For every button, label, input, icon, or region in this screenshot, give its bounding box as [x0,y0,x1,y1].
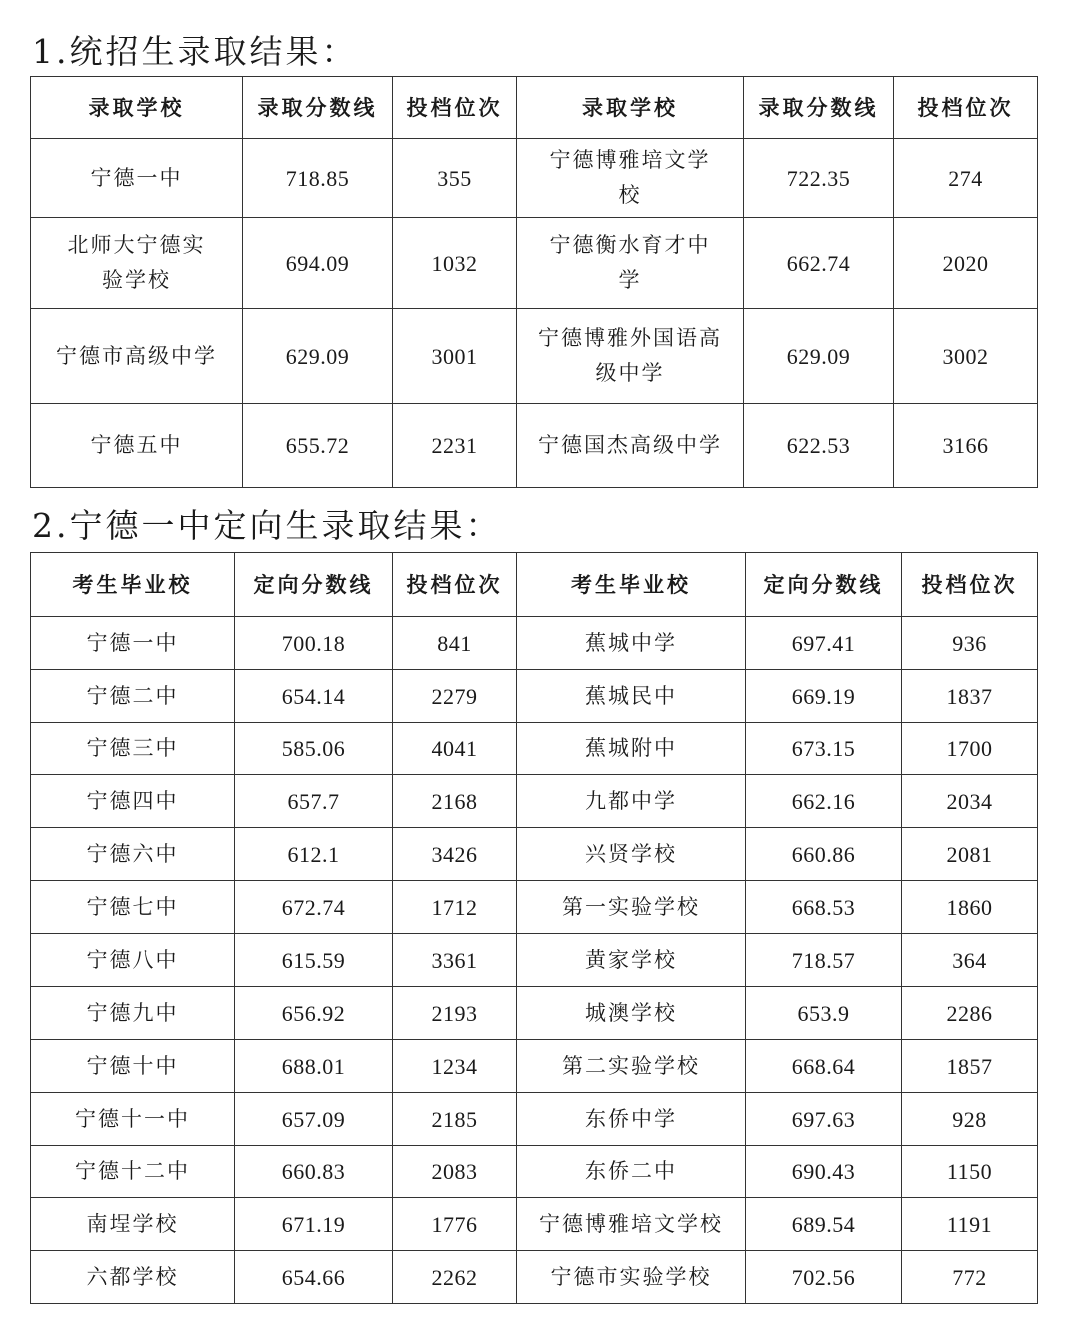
school-name-cell: 宁德一中 [31,139,243,218]
school-name-cell: 兴贤学校 [517,828,746,881]
school-name-cell: 六都学校 [31,1251,235,1304]
school-name-cell: 宁德七中 [31,881,235,934]
rank-cell: 2020 [894,218,1038,309]
school-name-cell: 九都中学 [517,775,746,828]
score-cell: 694.09 [243,218,393,309]
score-cell: 673.15 [746,723,902,775]
score-cell: 718.57 [746,934,902,987]
school-name-cell: 黄家学校 [517,934,746,987]
school-name-cell: 蕉城附中 [517,723,746,775]
rank-cell: 1032 [393,218,517,309]
school-name-cell: 北师大宁德实验学校 [31,218,243,309]
table-row [31,934,1038,987]
score-cell: 690.43 [746,1146,902,1198]
header-directed-score: 定向分数线 [746,553,902,617]
rank-cell: 2279 [393,670,517,723]
table-row [31,1198,1038,1251]
table-row [31,775,1038,828]
school-name-cell: 宁德三中 [31,723,235,775]
table-row [31,881,1038,934]
section-title-directed-admission: 2.宁德一中定向生录取结果： [32,506,502,545]
school-name-cell: 宁德十中 [31,1040,235,1093]
rank-cell: 3166 [894,404,1038,488]
school-name-cell: 宁德四中 [31,775,235,828]
score-cell: 660.86 [746,828,902,881]
rank-cell: 2286 [902,987,1038,1040]
table-row [31,1093,1038,1146]
score-cell: 629.09 [744,309,894,404]
score-cell: 629.09 [243,309,393,404]
score-cell: 662.16 [746,775,902,828]
school-name-cell: 宁德博雅培文学校 [517,139,744,218]
rank-cell: 1700 [902,723,1038,775]
rank-cell: 2262 [393,1251,517,1304]
header-rank: 投档位次 [902,553,1038,617]
school-name-cell: 宁德五中 [31,404,243,488]
score-cell: 656.92 [235,987,393,1040]
score-cell: 672.74 [235,881,393,934]
score-cell: 657.7 [235,775,393,828]
header-graduate-school: 考生毕业校 [517,553,746,617]
school-name-cell: 蕉城中学 [517,617,746,670]
rank-cell: 1860 [902,881,1038,934]
rank-cell: 928 [902,1093,1038,1146]
header-graduate-school: 考生毕业校 [31,553,235,617]
rank-cell: 2231 [393,404,517,488]
school-name-cell: 东侨中学 [517,1093,746,1146]
school-name-cell: 南埕学校 [31,1198,235,1251]
rank-cell: 3426 [393,828,517,881]
rank-cell: 2081 [902,828,1038,881]
rank-cell: 2034 [902,775,1038,828]
rank-cell: 4041 [393,723,517,775]
school-name-cell: 宁德十一中 [31,1093,235,1146]
rank-cell: 355 [393,139,517,218]
rank-cell: 274 [894,139,1038,218]
score-cell: 697.41 [746,617,902,670]
school-name-cell: 宁德一中 [31,617,235,670]
rank-cell: 2193 [393,987,517,1040]
score-cell: 702.56 [746,1251,902,1304]
table-header-row [31,77,1038,139]
school-name-cell: 宁德衡水育才中学 [517,218,744,309]
score-cell: 668.64 [746,1040,902,1093]
rank-cell: 1712 [393,881,517,934]
rank-cell: 1776 [393,1198,517,1251]
score-cell: 655.72 [243,404,393,488]
rank-cell: 1837 [902,670,1038,723]
school-name-cell: 宁德市实验学校 [517,1251,746,1304]
header-score: 录取分数线 [243,77,393,139]
header-rank: 投档位次 [894,77,1038,139]
table-row [31,309,1038,404]
school-name-cell: 宁德八中 [31,934,235,987]
score-cell: 718.85 [243,139,393,218]
rank-cell: 2083 [393,1146,517,1198]
score-cell: 671.19 [235,1198,393,1251]
score-cell: 654.14 [235,670,393,723]
header-school: 录取学校 [517,77,744,139]
rank-cell: 2168 [393,775,517,828]
rank-cell: 841 [393,617,517,670]
header-score: 录取分数线 [744,77,894,139]
directed-admission-table [30,552,1038,1304]
score-cell: 612.1 [235,828,393,881]
school-name-cell: 蕉城民中 [517,670,746,723]
score-cell: 722.35 [744,139,894,218]
table-row [31,1040,1038,1093]
score-cell: 622.53 [744,404,894,488]
rank-cell: 936 [902,617,1038,670]
score-cell: 700.18 [235,617,393,670]
table-row [31,670,1038,723]
score-cell: 662.74 [744,218,894,309]
header-directed-score: 定向分数线 [235,553,393,617]
score-cell: 653.9 [746,987,902,1040]
rank-cell: 3001 [393,309,517,404]
table-header-row [31,553,1038,617]
rank-cell: 3002 [894,309,1038,404]
school-name-cell: 第一实验学校 [517,881,746,934]
header-rank: 投档位次 [393,553,517,617]
score-cell: 668.53 [746,881,902,934]
school-name-cell: 宁德国杰高级中学 [517,404,744,488]
score-cell: 660.83 [235,1146,393,1198]
score-cell: 669.19 [746,670,902,723]
school-name-cell: 宁德博雅培文学校 [517,1198,746,1251]
school-name-cell: 第二实验学校 [517,1040,746,1093]
school-name-cell: 宁德六中 [31,828,235,881]
table-row [31,218,1038,309]
table-row [31,617,1038,670]
unified-admission-table [30,76,1038,488]
section-title-unified-admission: 1.统招生录取结果： [32,32,358,71]
school-name-cell: 宁德十二中 [31,1146,235,1198]
school-name-cell: 东侨二中 [517,1146,746,1198]
table-row [31,404,1038,488]
school-name-cell: 宁德市高级中学 [31,309,243,404]
table-row [31,1251,1038,1304]
school-name-cell: 城澳学校 [517,987,746,1040]
table-row [31,723,1038,775]
score-cell: 585.06 [235,723,393,775]
table-row [31,987,1038,1040]
score-cell: 654.66 [235,1251,393,1304]
rank-cell: 772 [902,1251,1038,1304]
rank-cell: 2185 [393,1093,517,1146]
score-cell: 689.54 [746,1198,902,1251]
score-cell: 615.59 [235,934,393,987]
header-school: 录取学校 [31,77,243,139]
rank-cell: 1150 [902,1146,1038,1198]
rank-cell: 1234 [393,1040,517,1093]
school-name-cell: 宁德二中 [31,670,235,723]
score-cell: 697.63 [746,1093,902,1146]
rank-cell: 3361 [393,934,517,987]
table-row [31,828,1038,881]
rank-cell: 364 [902,934,1038,987]
header-rank: 投档位次 [393,77,517,139]
table-row [31,1146,1038,1198]
rank-cell: 1857 [902,1040,1038,1093]
table-row [31,139,1038,218]
score-cell: 657.09 [235,1093,393,1146]
score-cell: 688.01 [235,1040,393,1093]
school-name-cell: 宁德九中 [31,987,235,1040]
rank-cell: 1191 [902,1198,1038,1251]
school-name-cell: 宁德博雅外国语高级中学 [517,309,744,404]
